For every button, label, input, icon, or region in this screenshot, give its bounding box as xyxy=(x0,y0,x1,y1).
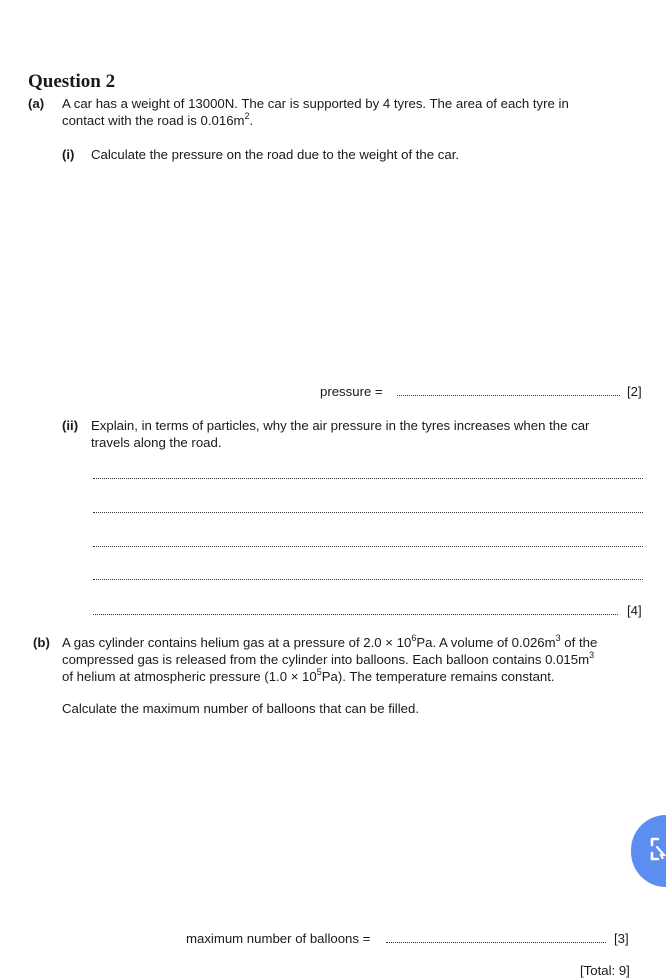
answer-line-2[interactable] xyxy=(93,512,643,513)
part-b-label: (b) xyxy=(33,635,50,650)
total-marks: [Total: 9] xyxy=(580,963,630,978)
balloons-answer-label: maximum number of balloons = xyxy=(186,931,371,946)
pressure-answer-label: pressure = xyxy=(320,384,383,399)
answer-line-1[interactable] xyxy=(93,478,643,479)
part-a-ii-marks: [4] xyxy=(627,603,642,618)
answer-line-5[interactable] xyxy=(93,614,618,615)
part-a-label: (a) xyxy=(28,96,45,111)
part-b-text-line3: of helium at atmospheric pressure $(1.0 \times 10^5Pa)$. The temperature remains constant. xyxy=(62,666,555,684)
part-b-instruction: Calculate the maximum number of balloons that can be filled. xyxy=(62,701,419,716)
balloons-answer-line[interactable] xyxy=(386,942,606,943)
pressure-answer-line[interactable] xyxy=(397,395,620,396)
part-a-ii-text-line2: travels along the road. xyxy=(91,435,222,450)
part-a-i-label: (i) xyxy=(62,147,75,162)
answer-line-4[interactable] xyxy=(93,579,643,580)
part-a-i-text: Calculate the pressure on the road due to the weight of the car. xyxy=(91,147,460,162)
part-a-text-line1: A car has a weight of 13000N. The car is supported by 4 tyres. The area of each tyre in xyxy=(62,96,569,111)
answer-line-3[interactable] xyxy=(93,546,643,547)
screenshot-crop-icon xyxy=(650,837,666,864)
part-b-text-line2: compressed gas is released from the cylinder into balloons. Each balloon contains $0.015m^3$ xyxy=(62,649,595,667)
part-a-ii-label: (ii) xyxy=(62,418,79,433)
part-b-marks: [3] xyxy=(614,931,629,946)
part-b-text-line1: A gas cylinder contains helium gas at a pressure of $2.0 \times 10^6Pa$. A volume of $0.026m^3$ of the xyxy=(62,632,598,650)
floating-screenshot-button[interactable] xyxy=(631,815,666,887)
part-a-text-line2: contact with the road is $0.016m^2$. xyxy=(62,110,254,128)
question-title: Question 2 xyxy=(28,71,116,92)
part-a-i-marks: [2] xyxy=(627,384,642,399)
part-a-ii-text-line1: Explain, in terms of particles, why the air pressure in the tyres increases when the car xyxy=(91,418,590,433)
